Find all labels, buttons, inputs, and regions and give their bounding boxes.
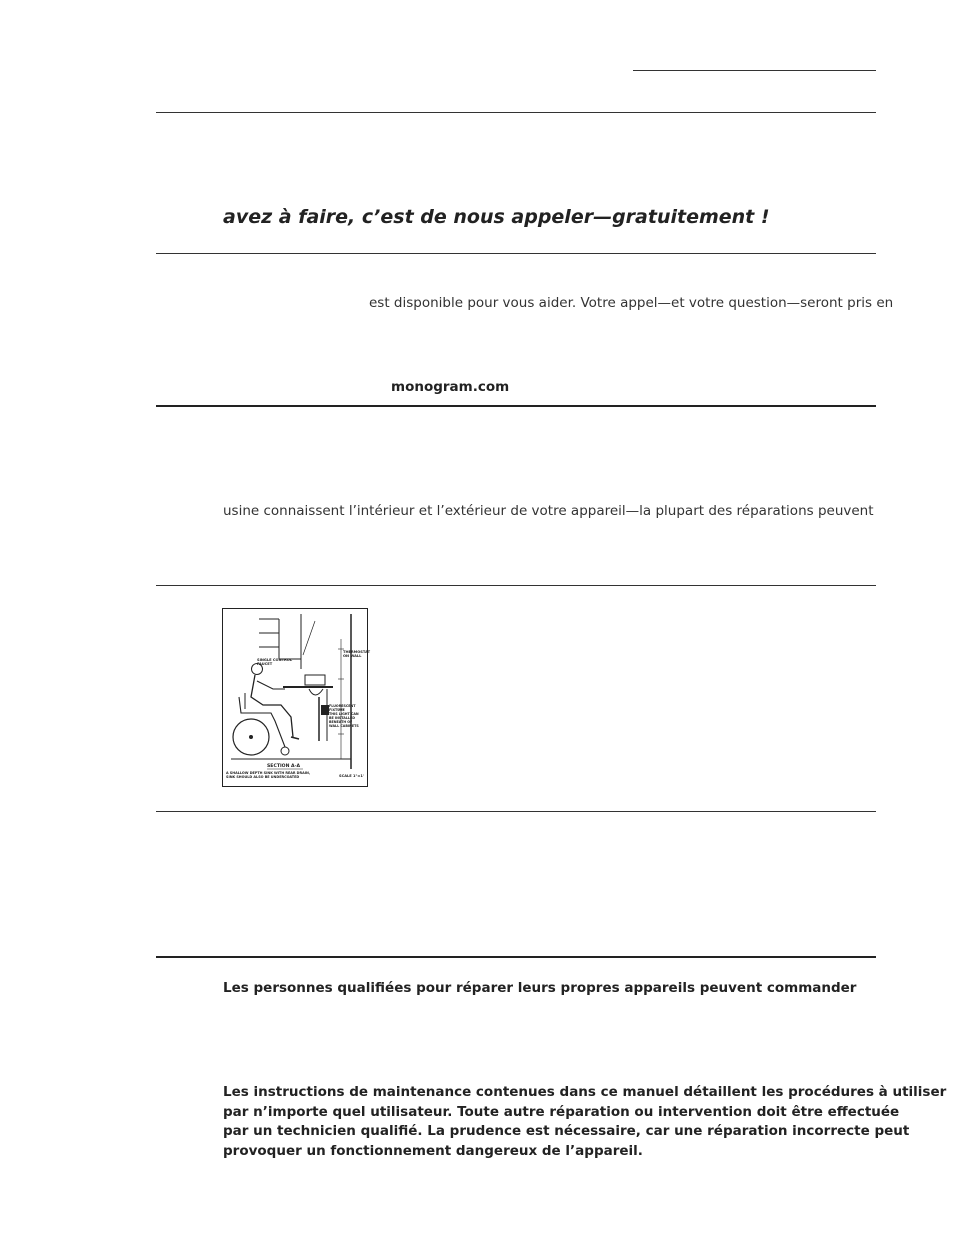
section-divider <box>156 811 876 812</box>
warning-line: Les instructions de maintenance contenues dans ce manuel détaillent les procédures à utiliser <box>223 1084 947 1100</box>
svg-text:SINK SHOULD ALSO BE UNDERCOATE: SINK SHOULD ALSO BE UNDERCOATED <box>226 775 300 779</box>
service-line: usine connaissent l’intérieur et l’extérieur de votre appareil—la plupart des réparations peuvent <box>223 503 874 519</box>
svg-text:ON WALL: ON WALL <box>343 654 362 658</box>
maintenance-warning <box>223 1083 947 1161</box>
call-us-tagline: avez à faire, c’est de nous appeler—gratuitement ! <box>223 206 770 228</box>
svg-text:SCALE 1"=1': SCALE 1"=1' <box>339 774 364 778</box>
warning-line: par un technicien qualifié. La prudence est nécessaire, car une réparation incorrecte peut <box>223 1123 910 1139</box>
svg-text:WALL CABINETS: WALL CABINETS <box>329 724 359 728</box>
svg-text:FIXTURE: FIXTURE <box>329 708 345 712</box>
svg-text:FLUORESCENT: FLUORESCENT <box>329 704 356 708</box>
svg-text:A SHALLOW DEPTH SINK WITH REAR: A SHALLOW DEPTH SINK WITH REAR DRAIN, <box>226 771 311 775</box>
header-rule <box>633 70 876 71</box>
section-divider <box>156 112 876 113</box>
svg-text:BE INSTALLED: BE INSTALLED <box>329 716 356 720</box>
section-divider <box>156 956 876 958</box>
diagram-drawing <box>223 609 371 786</box>
parts-line: Les personnes qualifiées pour réparer leurs propres appareils peuvent commander <box>223 980 857 996</box>
svg-text:BENEATH OF: BENEATH OF <box>329 720 353 724</box>
svg-text:SECTION A-A: SECTION A-A <box>267 764 301 769</box>
section-divider <box>156 405 876 407</box>
section-divider <box>156 253 876 254</box>
svg-text:THERMOSTAT: THERMOSTAT <box>343 650 371 654</box>
accessible-sink-diagram <box>222 608 371 787</box>
svg-text:SINGLE CONTROL: SINGLE CONTROL <box>257 658 293 662</box>
warning-line: provoquer un fonctionnement dangereux de l’appareil. <box>223 1142 643 1159</box>
warning-line: par n’importe quel utilisateur. Toute autre réparation ou intervention doit être effectuée <box>223 1103 900 1120</box>
svg-text:FAUCET: FAUCET <box>257 662 273 666</box>
svg-text:THIS LIGHT CAN: THIS LIGHT CAN <box>329 712 359 716</box>
help-line: est disponible pour vous aider. Votre appel—et votre question—seront pris en <box>369 295 894 311</box>
website-link[interactable]: monogram.com <box>391 379 510 395</box>
section-divider <box>156 585 876 586</box>
